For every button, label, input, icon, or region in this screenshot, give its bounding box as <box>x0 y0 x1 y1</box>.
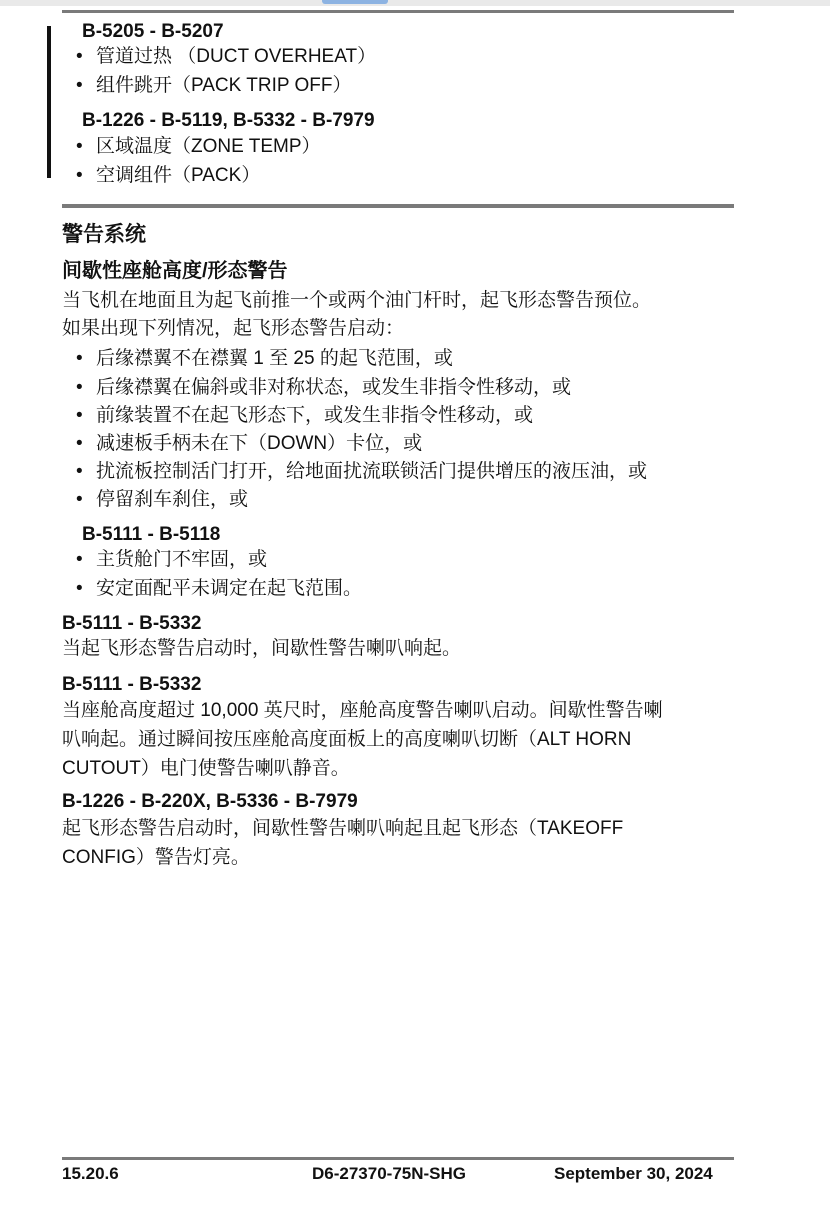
list-item: • 区域温度（ZONE TEMP） <box>76 136 321 157</box>
list-item: • 空调组件（PACK） <box>76 165 261 186</box>
effectivity-label: B-1226 - B-220X, B-5336 - B-7979 <box>62 791 358 812</box>
list-item: • 后缘襟翼不在襟翼 1 至 25 的起飞范围，或 <box>76 348 453 369</box>
paragraph-line: 当飞机在地面且为起飞前推一个或两个油门杆时，起飞形态警告预位。 <box>62 290 652 311</box>
effectivity-label: B-1226 - B-5119, B-5332 - B-7979 <box>82 110 375 131</box>
list-item: • 后缘襟翼在偏斜或非对称状态，或发生非指令性移动，或 <box>76 377 572 398</box>
list-item: • 扰流板控制活门打开，给地面扰流联锁活门提供增压的液压油，或 <box>76 461 648 482</box>
list-item: • 安定面配平未调定在起飞范围。 <box>76 578 363 599</box>
subsection-title: 间歇性座舱高度/形态警告 <box>62 260 288 282</box>
list-item: • 主货舱门不牢固，或 <box>76 549 268 570</box>
top-rule <box>62 10 734 13</box>
paragraph-line: 起飞形态警告启动时，间歇性警告喇叭响起且起飞形态（TAKEOFF <box>62 818 624 839</box>
footer-rule <box>62 1157 734 1160</box>
effectivity-label: B-5111 - B-5118 <box>82 524 221 545</box>
list-item: • 前缘装置不在起飞形态下，或发生非指令性移动，或 <box>76 405 534 426</box>
paragraph-line: 叭响起。通过瞬间按压座舱高度面板上的高度喇叭切断（ALT HORN <box>62 729 632 750</box>
viewer-top-bar <box>0 0 830 6</box>
change-bar <box>47 26 51 178</box>
paragraph-line: 当起飞形态警告启动时，间歇性警告喇叭响起。 <box>62 638 462 659</box>
paragraph-line: 当座舱高度超过 10,000 英尺时，座舱高度警告喇叭启动。间歇性警告喇 <box>62 700 663 721</box>
page-number: 15.20.6 <box>62 1164 119 1183</box>
effectivity-label: B-5111 - B-5332 <box>62 613 202 634</box>
viewer-tab-indicator[interactable] <box>322 0 388 4</box>
paragraph-line: 如果出现下列情况，起飞形态警告启动： <box>62 318 405 339</box>
effectivity-label: B-5111 - B-5332 <box>62 674 202 695</box>
paragraph-line: CUTOUT）电门使警告喇叭静音。 <box>62 758 350 779</box>
effectivity-label: B-5205 - B-5207 <box>82 21 224 42</box>
section-rule <box>62 204 734 208</box>
list-item: • 管道过热 （DUCT OVERHEAT） <box>76 46 377 67</box>
section-title: 警告系统 <box>62 223 146 246</box>
revision-date: September 30, 2024 <box>554 1164 713 1183</box>
paragraph-line: CONFIG）警告灯亮。 <box>62 847 250 868</box>
document-number: D6-27370-75N-SHG <box>312 1164 467 1183</box>
list-item: • 减速板手柄未在下（DOWN）卡位，或 <box>76 433 423 454</box>
list-item: • 组件跳开（PACK TRIP OFF） <box>76 75 352 96</box>
list-item: • 停留刹车刹住，或 <box>76 489 249 510</box>
